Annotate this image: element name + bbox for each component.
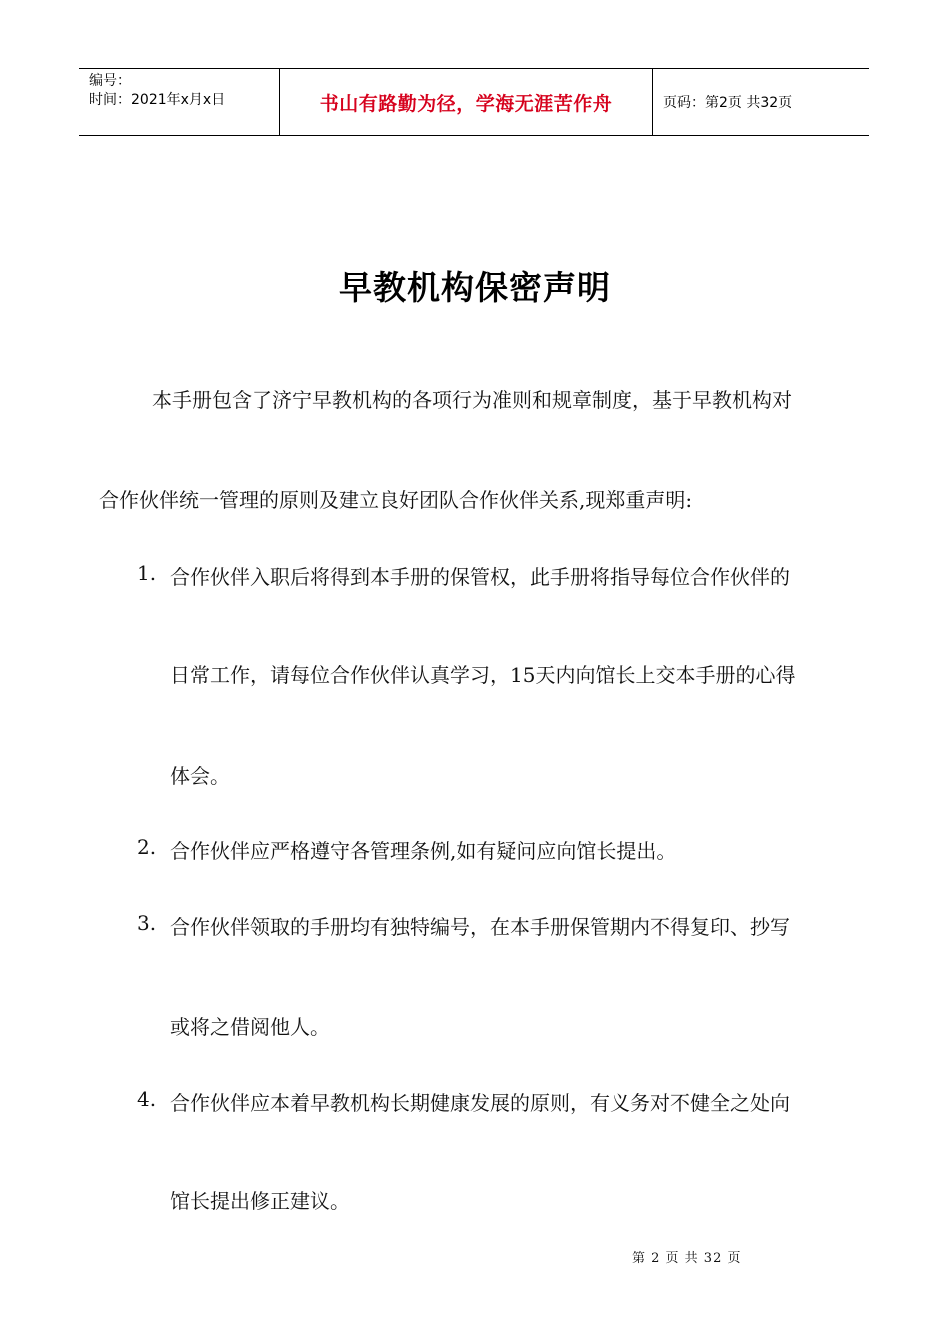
footer-page-number: 第 2 页 共 32 页 <box>632 1251 742 1266</box>
header-page-info: 页码：第2页 共32页 <box>663 95 793 111</box>
item-3-number: 3. <box>137 911 157 935</box>
item-4-line-1: 合作伙伴应本着早教机构长期健康发展的原则，有义务对不健全之处向 <box>170 1091 790 1115</box>
header-motto: 书山有路勤为径，学海无涯苦作舟 <box>319 92 613 115</box>
item-2-number: 2. <box>137 835 157 859</box>
item-1-line-3: 体会。 <box>170 764 230 788</box>
item-4-number: 4. <box>137 1087 157 1111</box>
number-label: 编号： <box>89 73 131 89</box>
item-1-number: 1. <box>137 561 157 585</box>
header-page-cell <box>653 69 869 135</box>
time-label: 时间：2021年x月x日 <box>89 92 226 108</box>
page-header <box>79 68 869 136</box>
header-motto-cell <box>280 69 653 135</box>
intro-line-2: 合作伙伴统一管理的原则及建立良好团队合作伙伴关系,现郑重声明: <box>99 488 693 512</box>
document-title: 早教机构保密声明 <box>339 268 611 307</box>
item-3-line-2: 或将之借阅他人。 <box>170 1015 330 1039</box>
item-1-line-1: 合作伙伴入职后将得到本手册的保管权，此手册将指导每位合作伙伴的 <box>170 565 790 589</box>
item-4-line-2: 馆长提出修正建议。 <box>170 1189 350 1213</box>
header-meta-cell <box>79 69 280 135</box>
item-3-line-1: 合作伙伴领取的手册均有独特编号，在本手册保管期内不得复印、抄写 <box>170 915 790 939</box>
intro-line-1: 本手册包含了济宁早教机构的各项行为准则和规章制度，基于早教机构对 <box>152 388 792 412</box>
item-2-line-1: 合作伙伴应严格遵守各管理条例,如有疑问应向馆长提出。 <box>170 839 677 863</box>
item-1-line-2: 日常工作，请每位合作伙伴认真学习，15天内向馆长上交本手册的心得 <box>170 663 796 687</box>
